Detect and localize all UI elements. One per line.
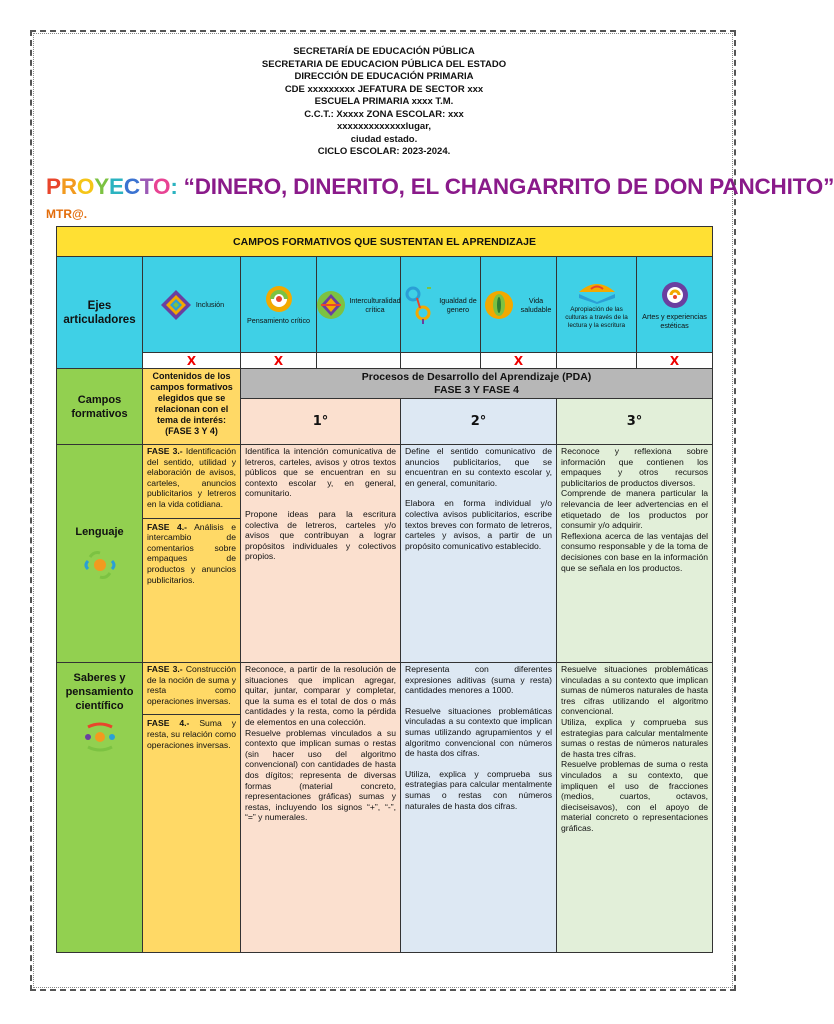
header-line: ciudad estado. [350,133,418,145]
saberes-icon [80,717,120,757]
campo-saberes [57,663,143,953]
fase-tag: FASE 4.- [147,521,188,532]
eje-inclusion [143,257,241,353]
pda-paragraph: Elabora en forma individual y/o colectiva avisos publicitarios, escribe textos breves con formato de letreros, carteles y avisos, a partir de un propósito comunicativo establecido. [405,498,552,551]
pda-paragraph: Reflexiona acerca de las ventajas del consumo responsable y de la toma de decisiones con base en la información que se señala en los productos. [561,530,709,573]
project-label-letter: P [46,174,61,199]
eje-mark [557,353,637,369]
grade-1-header: 1° [241,399,401,445]
pda-lenguaje-grade-1 [241,445,401,663]
eje-label: Pensamiento crítico [246,316,311,325]
project-label-letter: O [153,174,171,199]
project-label-letter: C [123,174,140,199]
header-line: CDE xxxxxxxxx JEFATURA DE SECTOR xxx [284,83,484,95]
pda-paragraph: Define el sentido comunicativo de anuncios publicitarios, que se encuentran en su contexto escolar y, en general, comunitario. [405,446,552,488]
pda-paragraph: Utiliza, explica y comprueba sus estrategias para calcular mentalmente sumas o restas de números naturales de hasta tres cifras. [561,716,709,759]
pda-saberes-grade-3 [557,663,713,953]
fase-tag: FASE 3.- [147,446,183,456]
campo-name: Saberes y pensamiento científico [65,672,134,712]
fase4-text: Análisis e intercambio de comentarios sobre empaques de productos y anuncios publicitarios. [147,521,236,585]
contenidos-saberes [143,663,241,953]
fase-tag: FASE 4.- [147,718,190,729]
project-label-letter: T [139,174,154,199]
eje-mark: X [241,353,317,369]
project-title [46,174,834,200]
eje-label: Apropiación de las culturas a través de la lectura y la escritura [565,305,628,329]
eje-mark [401,353,481,369]
pda-paragraph: Resuelve problemas de suma o resta vinculados a su contexto, que impliquen el uso de fracciones (medios, cuartos, octavos, dieciseisavos), con el apoyo de material concreto o representaciones gráficas. [561,759,709,833]
campos-label: Campos formativos [57,369,143,445]
table-banner: CAMPOS FORMATIVOS QUE SUSTENTAN EL APRENDIZAJE [57,227,713,257]
eje-apropiacion-culturas [557,257,637,353]
eje-label: Inclusión [195,300,225,309]
fase3-text: Identificación del sentido, utilidad y elaboración de avisos, carteles, anuncios publicitarios y letreros en la vida cotidiana. [147,446,236,509]
pda-paragraph: Propone ideas para la escritura colectiva de letreros, carteles y/o avisos que contribuyan a lograr propósitos individuales y colectivos propios. [245,508,396,562]
project-title-text: “DINERO, DINERITO, EL CHANGARRITO DE DON PANCHITO” [177,174,834,199]
eje-label: Igualdad de genero [439,295,477,314]
pda-paragraph: Comprende de manera particular la relevancia de leer advertencias en el etiquetado de los productos por consumir y/o adquirir. [561,488,709,531]
eje-mark: X [637,353,713,369]
eje-interculturalidad [317,257,401,353]
fase3-text: Construcción de la noción de suma y resta como operaciones inversas. [147,664,236,706]
project-label [46,174,178,199]
pda-paragraph: Identifica la intención comunicativa de letreros, carteles, avisos y otros textos públicos que se encuentran en su contexto escolar y, en general, comunitario. [245,446,396,499]
eje-label: Interculturalidad crítica [349,295,401,314]
project-label-letter: O [76,174,95,199]
critical-thinking-icon [262,284,296,314]
eje-vida-saludable [481,257,557,353]
reading-culture-icon [577,280,617,304]
header-line: DIRECCIÓN DE EDUCACIÓN PRIMARIA [294,71,474,82]
pda-lenguaje-grade-3 [557,445,713,663]
pda-paragraph: Resuelve problemas vinculados a su contexto que implican sumas o restas (sin hacer uso del algoritmo convencional) con cantidades de hasta dos dígitos; representa de diversas formas (material concreto, representaciones gráficas) sumas y restas, incluyendo los signos “+”, “-”, “=” y numerales. [245,727,396,823]
contenidos-header: Contenidos de los campos formativos elegidos que se relacionan con el tema de interés: (FASE 3 Y 4) [143,369,241,445]
document-header [0,46,768,159]
pda-lenguaje-grade-2 [401,445,557,663]
interculturality-icon [316,289,346,321]
header-line: SECRETARIA DE EDUCACION PÚBLICA DEL ESTADO [261,58,507,70]
project-label-letter: : [170,174,178,199]
ejes-label: Ejes articuladores [57,257,143,369]
eje-mark: X [481,353,557,369]
pda-paragraph: Representa con diferentes expresiones aditivas (suma y resta) cantidades menores a 1000. [405,664,552,696]
lenguaje-icon [80,543,120,587]
pda-paragraph: Reconoce y reflexiona sobre información que contienen los empaques y otros recursos publicitarios de productos diversos. [561,446,709,488]
project-label-letter: E [109,174,124,199]
project-label-letter: Y [94,174,109,199]
project-label-letter: R [60,174,77,199]
pda-paragraph: Reconoce, a partir de la resolución de situaciones que implican agregar, quitar, juntar, comparar y completar, que la suma es el total de dos o más cantidades y la resta, como la pérdida de elementos en una colección. [245,664,396,727]
header-line: SECRETARÍA DE EDUCACIÓN PÚBLICA [293,46,475,57]
eje-mark [317,353,401,369]
gender-equality-icon [403,285,435,325]
fase-tag: FASE 3.- [147,664,183,674]
planning-table [56,226,713,953]
pda-header [241,369,713,399]
pda-title: Procesos de Desarrollo del Aprendizaje (PDA) [361,371,592,383]
pda-subtitle: FASE 3 Y FASE 4 [434,383,519,396]
header-line: xxxxxxxxxxxxxlugar, [336,121,432,132]
eje-artes [637,257,713,353]
fase4-text: Suma y resta, su relación como operaciones inversas. [147,718,236,750]
header-line: C.C.T.: Xxxxx ZONA ESCOLAR: xxx [304,108,464,120]
pda-saberes-grade-1 [241,663,401,953]
grade-3-header: 3° [557,399,713,445]
inclusion-icon [159,288,193,322]
contenidos-lenguaje [143,445,241,663]
pda-paragraph: Resuelve situaciones problemáticas vinculadas a su contexto que implican sumas utilizando agrupamientos y el algoritmo convencional con números de hasta dos cifras. [405,705,552,759]
pda-paragraph: Resuelve situaciones problemáticas vinculadas a su contexto que implican sumas de números naturales de hasta tres cifras utilizando el algoritmo convencional. [561,664,709,717]
grade-2-header: 2° [401,399,557,445]
pda-saberes-grade-2 [401,663,557,953]
header-line: CICLO ESCOLAR: 2023-2024. [317,146,451,157]
eje-igualdad-genero [401,257,481,353]
campo-lenguaje [57,445,143,663]
eje-mark: X [143,353,241,369]
healthy-life-icon [483,289,515,321]
campo-name: Lenguaje [75,525,124,538]
header-line: ESCUELA PRIMARIA xxxx T.M. [314,96,454,107]
author-label: MTR@. [46,207,88,221]
pda-paragraph: Utiliza, explica y comprueba sus estrategias para calcular mentalmente sumas o restas con números naturales de hasta dos cifras. [405,768,552,811]
eje-label: Artes y experiencias estéticas [642,311,707,330]
arts-icon [660,280,690,310]
eje-label: Vida saludable [520,295,552,314]
eje-pensamiento-critico [241,257,317,353]
